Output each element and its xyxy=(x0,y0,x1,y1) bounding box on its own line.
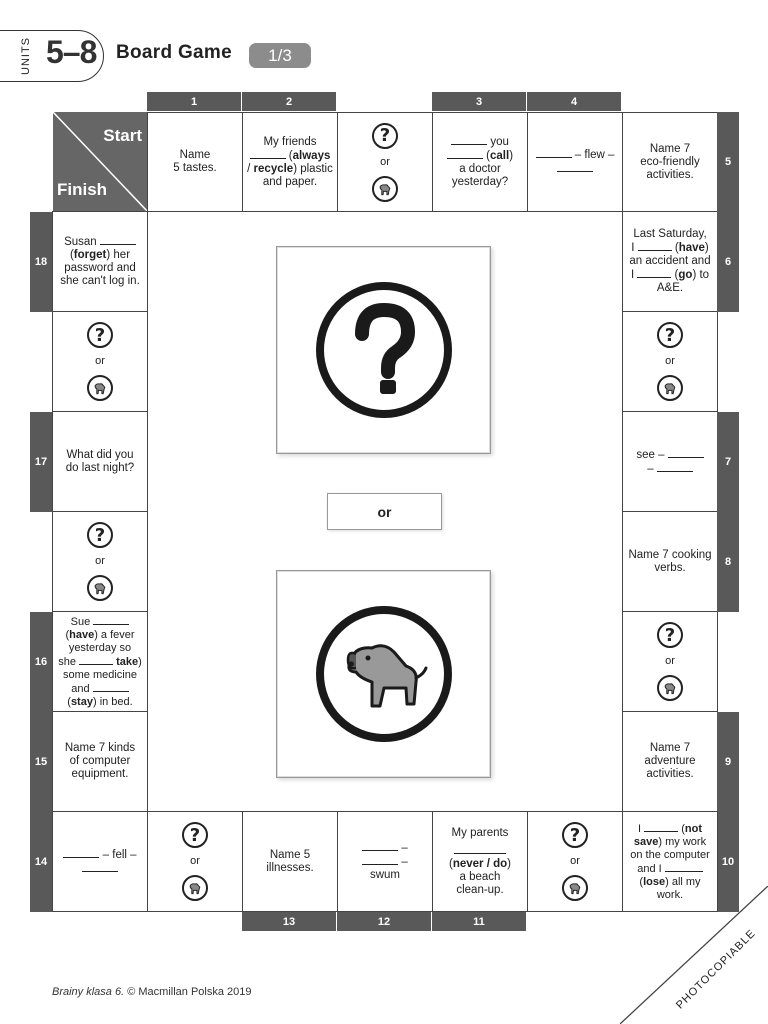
question-mark-icon: ? xyxy=(87,322,113,348)
square-5-text: eco-friendly xyxy=(640,155,700,168)
square-6 xyxy=(622,211,718,312)
dog-icon xyxy=(372,176,398,202)
dog-icon xyxy=(562,875,588,901)
square-6-text: an accident and xyxy=(629,255,711,267)
verb-hint: lose xyxy=(643,875,666,888)
dog-icon xyxy=(657,675,683,701)
square-3-text: yesterday? xyxy=(451,176,509,188)
number-tab-11: 11 xyxy=(432,912,526,931)
copyright-text: © Macmillan Polska 2019 xyxy=(124,986,252,998)
verb-hint: take xyxy=(116,655,139,668)
square-13 xyxy=(242,811,338,912)
verb-hint: call xyxy=(490,150,510,162)
square-chance xyxy=(337,112,433,212)
square-14-text: – fell – xyxy=(63,848,136,862)
square-2 xyxy=(242,112,338,212)
square-chance xyxy=(622,611,718,712)
square-18-text: password and xyxy=(64,262,136,274)
square-9-text: adventure xyxy=(644,755,696,767)
question-mark-icon: ? xyxy=(87,522,113,548)
verb-hint: stay xyxy=(70,695,93,708)
square-17 xyxy=(52,411,148,512)
square-16-text: yesterday so xyxy=(68,641,132,654)
question-mark-icon: ? xyxy=(562,822,588,848)
page-indicator: 1/3 xyxy=(249,43,311,68)
verb-hint: save xyxy=(633,835,659,848)
number-tab-18: 18 xyxy=(30,212,52,312)
square-7-text: see – xyxy=(636,448,703,462)
verb-hint: go xyxy=(678,269,693,281)
square-10-text: on the computer xyxy=(630,848,710,861)
square-10-text: (lose) all my xyxy=(639,875,701,888)
number-tab-1: 1 xyxy=(147,92,241,111)
square-7 xyxy=(622,411,718,512)
square-16-text: (stay) in bed. xyxy=(67,695,133,708)
square-18 xyxy=(52,211,148,312)
number-tab-9: 9 xyxy=(717,712,739,812)
or-label: or xyxy=(665,355,675,367)
dog-card xyxy=(276,570,491,778)
square-6-text: I (have) xyxy=(631,242,709,254)
number-tab-10: 10 xyxy=(717,812,739,912)
square-11 xyxy=(432,811,528,912)
verb-hint: have xyxy=(678,242,705,254)
square-3-text: a doctor xyxy=(459,163,501,175)
copyright-footer xyxy=(52,986,251,998)
number-tab-2: 2 xyxy=(242,92,336,111)
square-3-text: (call) xyxy=(447,149,513,163)
verb-hint: never / do xyxy=(452,857,508,870)
square-17-text: do last night? xyxy=(65,461,135,474)
question-mark-icon: ? xyxy=(372,123,398,149)
square-6-text: A&E. xyxy=(656,282,684,294)
square-5-text: activities. xyxy=(646,168,694,181)
question-mark-icon: ? xyxy=(657,622,683,648)
square-4-blank xyxy=(557,162,593,176)
square-4-text: – flew – xyxy=(536,148,615,162)
dog-icon xyxy=(87,575,113,601)
square-9 xyxy=(622,711,718,812)
question-mark-icon: ? xyxy=(657,322,683,348)
square-16-text: Sue xyxy=(71,615,130,629)
number-tab-5: 5 xyxy=(717,112,739,212)
square-11-text: clean-up. xyxy=(456,883,504,896)
square-8-text: verbs. xyxy=(654,561,686,574)
square-16-text: she take) xyxy=(58,655,142,668)
square-9-text: activities. xyxy=(646,768,694,780)
question-mark-icon: ? xyxy=(182,822,208,848)
dog-icon xyxy=(657,375,683,401)
square-18-text: she can't log in. xyxy=(60,275,140,287)
photocopiable-corner-line xyxy=(620,886,768,1024)
number-tab-16: 16 xyxy=(30,612,52,712)
square-1-text: 5 tastes. xyxy=(173,162,217,174)
square-chance xyxy=(52,511,148,612)
square-15-text: equipment. xyxy=(71,768,129,780)
dog-icon xyxy=(87,375,113,401)
square-6-text: Last Saturday, xyxy=(633,228,707,240)
square-11-text: My parents xyxy=(451,826,509,839)
or-label: or xyxy=(665,655,675,667)
number-tab-8: 8 xyxy=(717,512,739,612)
square-2-text: My friends xyxy=(263,135,317,148)
or-label: or xyxy=(95,355,105,367)
page-title: Board Game xyxy=(116,42,232,63)
square-2-text: (always xyxy=(250,149,331,163)
large-dog-icon xyxy=(314,604,454,744)
square-10-text: save) my work xyxy=(633,835,707,848)
square-1-text: Name xyxy=(179,149,211,161)
or-label: or xyxy=(380,155,390,168)
or-label: or xyxy=(570,855,580,867)
square-5-text: Name 7 xyxy=(649,142,691,155)
verb-hint: recycle xyxy=(253,162,294,175)
number-tab-14: 14 xyxy=(30,812,52,912)
square-chance xyxy=(622,311,718,412)
square-12-blank: – xyxy=(362,841,408,855)
square-15-text: of computer xyxy=(69,755,131,767)
dog-icon xyxy=(182,875,208,901)
large-question-mark-icon xyxy=(314,280,454,420)
or-divider: or xyxy=(327,493,442,530)
square-14-blank xyxy=(82,862,118,876)
or-label: or xyxy=(95,555,105,567)
book-title: Brainy klasa 6. xyxy=(52,986,125,998)
square-15 xyxy=(52,711,148,812)
square-7-blank: – xyxy=(647,462,693,476)
square-2-text: / recycle) plastic xyxy=(247,162,333,175)
square-16-text: some medicine xyxy=(63,668,137,681)
square-16-text: (have) a fever xyxy=(65,628,135,641)
square-8-text: Name 7 cooking xyxy=(628,548,712,561)
square-chance xyxy=(527,811,623,912)
photocopiable-label: PHOTOCOPIABLE xyxy=(674,927,759,1012)
number-tab-12: 12 xyxy=(337,912,431,931)
finish-label: Finish xyxy=(57,180,108,199)
or-label: or xyxy=(190,855,200,867)
square-8 xyxy=(622,511,718,612)
square-6-text: I (go) to xyxy=(630,269,710,281)
square-18-text: (forget) her xyxy=(69,249,131,261)
question-card xyxy=(276,246,491,454)
square-11-blank xyxy=(454,844,506,858)
square-10-text: I (not xyxy=(638,822,702,835)
square-11-text: a beach xyxy=(459,870,501,883)
square-15-text: Name 7 kinds xyxy=(64,742,136,754)
verb-hint: have xyxy=(69,628,95,641)
number-tab-6: 6 xyxy=(717,212,739,312)
verb-hint: forget xyxy=(73,249,107,261)
square-10-text: and I xyxy=(637,862,703,876)
square-11-text: (never / do) xyxy=(448,857,511,870)
number-tab-4: 4 xyxy=(527,92,621,111)
units-range: 5–8 xyxy=(46,34,97,70)
square-4 xyxy=(527,112,623,212)
number-tab-15: 15 xyxy=(30,712,52,812)
verb-hint: always xyxy=(292,149,331,162)
number-tab-17: 17 xyxy=(30,412,52,512)
square-chance xyxy=(52,311,148,412)
number-tab-7: 7 xyxy=(717,412,739,512)
start-label: Start xyxy=(103,126,142,145)
square-10-text: work. xyxy=(656,888,684,901)
number-tab-3: 3 xyxy=(432,92,526,111)
square-12-blank: – xyxy=(362,855,408,869)
square-16-text: and xyxy=(71,682,128,696)
square-1 xyxy=(147,112,243,212)
square-3 xyxy=(432,112,528,212)
square-13-text: Name 5 illnesses. xyxy=(266,848,314,874)
square-2-text: and paper. xyxy=(262,175,318,188)
square-12 xyxy=(337,811,433,912)
square-chance xyxy=(147,811,243,912)
number-tab-13: 13 xyxy=(242,912,336,931)
square-5 xyxy=(622,112,718,212)
start-finish-square xyxy=(53,112,148,212)
square-16 xyxy=(52,611,148,712)
square-3-text: you xyxy=(451,135,509,149)
square-9-text: Name 7 xyxy=(649,742,691,754)
verb-hint: not xyxy=(684,822,702,835)
square-14 xyxy=(52,811,148,912)
square-17-text: What did you xyxy=(66,448,134,461)
square-18-text: Susan xyxy=(64,235,136,249)
units-label: UNITS xyxy=(20,37,32,75)
square-12-text: swum xyxy=(369,869,401,881)
